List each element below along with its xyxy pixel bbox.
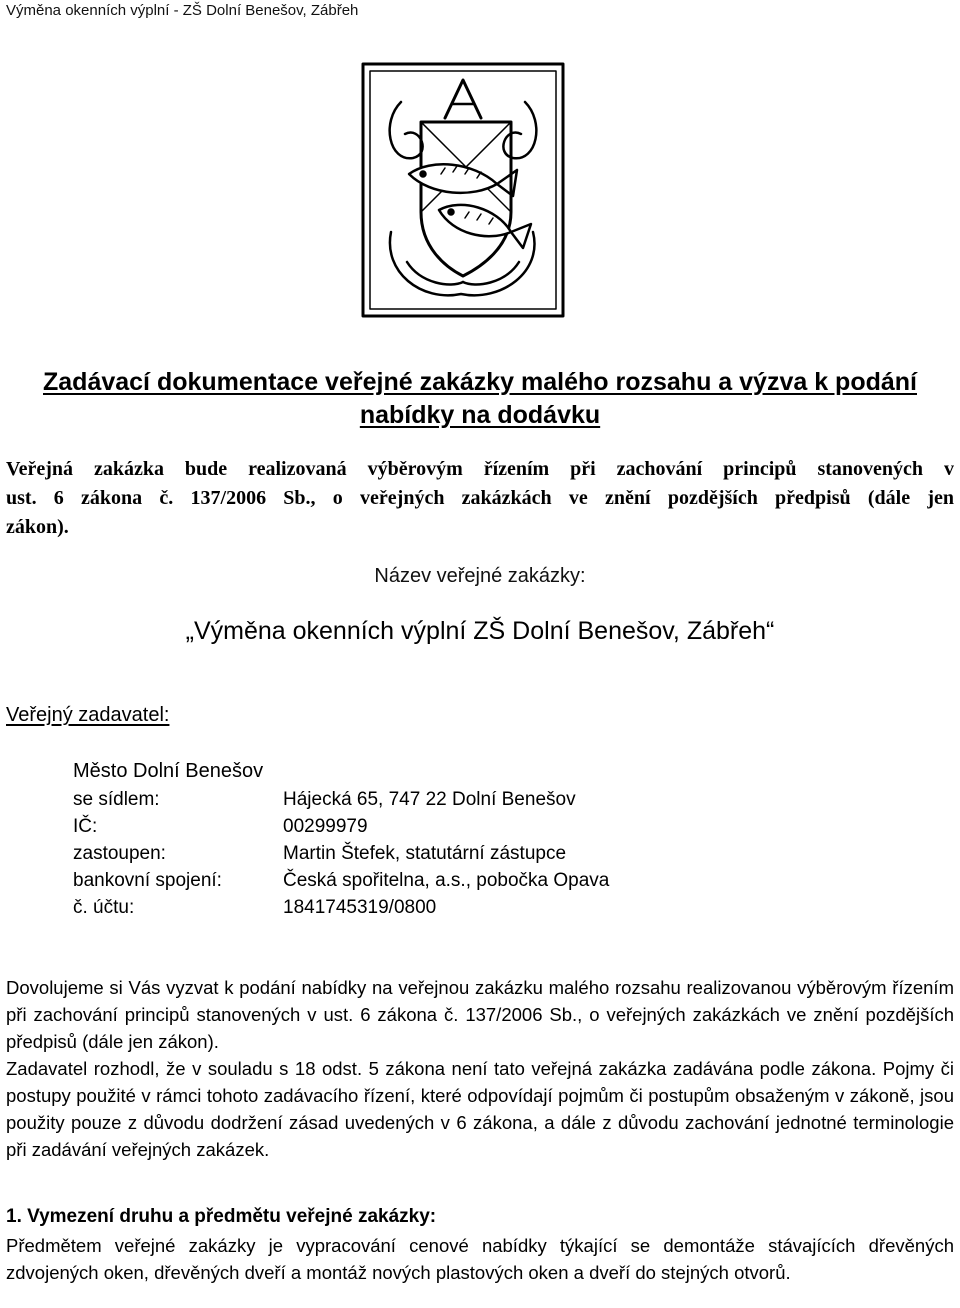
intro-line2: ust. 6 zákona č. 137/2006 Sb., o veřejných zakázkách ve znění pozdějších předpisů (dále jen: [6, 487, 954, 509]
document-title-line2: nabídky na dodávku: [359, 401, 601, 429]
detail-label: se sídlem:: [73, 789, 160, 810]
page-header: Výměna okenních výplní - ZŠ Dolní Benešov, Zábřeh: [6, 2, 359, 19]
intro-line1: Veřejná zakázka bude realizovaná výběrovým řízením při zachování principů stanovených v: [6, 458, 954, 480]
detail-label: IČ:: [73, 816, 98, 837]
contracting-authority-heading: Veřejný zadavatel:: [6, 704, 170, 726]
detail-row-representative: [73, 840, 609, 867]
detail-value: Česká spořitelna, a.s., pobočka Opava: [283, 870, 610, 891]
detail-value: Martin Štefek, statutární zástupce: [283, 843, 567, 864]
detail-value: 1841745319/0800: [283, 897, 437, 918]
contract-name-label: Název veřejné zakázky:: [374, 565, 586, 587]
detail-row-bank: [73, 867, 609, 894]
detail-value: 00299979: [283, 816, 368, 837]
intro-paragraph: [6, 455, 954, 513]
document-title: [0, 366, 960, 432]
detail-label: č. účtu:: [73, 897, 135, 918]
detail-row-account: [73, 894, 609, 921]
section-1-heading: 1. Vymezení druhu a předmětu veřejné zakázky:: [6, 1206, 437, 1227]
detail-label: bankovní spojení:: [73, 870, 222, 891]
contracting-authority-details: [73, 786, 609, 921]
detail-value: Hájecká 65, 747 22 Dolní Benešov: [283, 789, 576, 810]
decision-paragraph: Zadavatel rozhodl, že v souladu s 18 odst. 5 zákona není tato veřejná zakázka zadávána podle zákona. Pojmy či postupy použité v rámci tohoto zadávacího řízení, které odpovídají pojmům či postupům obsaženým v zákoně, jsou použity pouze z důvodu dodržení zásad uvedených v 6 zákona, a dále z důvodu zachování jednotné terminologie při zadávání veřejných zakázek.: [6, 1058, 954, 1160]
contract-name-value: „Výměna okenních výplní ZŠ Dolní Benešov, Zábřeh“: [185, 617, 775, 645]
detail-row-seat: [73, 786, 609, 813]
detail-row-ic: [73, 813, 609, 840]
contracting-authority-name: Město Dolní Benešov: [73, 760, 264, 782]
intro-line3: zákon).: [6, 516, 69, 538]
coat-of-arms-emblem: [361, 62, 565, 318]
section-1-text: Předmětem veřejné zakázky je vypracování cenové nabídky týkající se demontáže stávajících dřevěných zdvojených oken, dřevěných dveří a montáž nových plastových oken a dveří do stejných otvorů.: [6, 1235, 954, 1283]
detail-label: zastoupen:: [73, 843, 166, 864]
document-title-line1: Zadávací dokumentace veřejné zakázky malého rozsahu a výzva k podání: [43, 368, 917, 396]
invitation-paragraph: Dovolujeme si Vás vyzvat k podání nabídky na veřejnou zakázku malého rozsahu realizovanou výběrovým řízením při zachování principů stanovených v ust. 6 zákona č. 137/2006 Sb., o veřejných zakázkách ve znění pozdějších předpisů (dále jen zákon).: [6, 977, 954, 1052]
